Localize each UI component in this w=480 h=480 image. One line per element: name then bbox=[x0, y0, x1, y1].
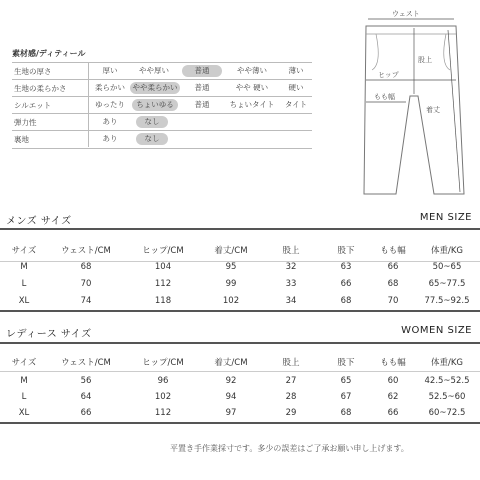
men-table-cell: 70 bbox=[387, 296, 399, 306]
men-table-cell: 102 bbox=[222, 296, 240, 306]
women-header-cell: もも幅 bbox=[380, 358, 406, 368]
option: やや薄い bbox=[237, 66, 267, 75]
women-header-cell: 体重/KG bbox=[430, 358, 464, 368]
women-table-cell: 97 bbox=[225, 408, 237, 418]
women-size-title-jp: レディース サイズ bbox=[6, 329, 92, 340]
option-selected: やや柔らかい bbox=[130, 82, 180, 94]
women-table-cell: 64 bbox=[80, 392, 92, 402]
men-table-cell: 99 bbox=[225, 279, 237, 289]
women-size-title-en: WOMEN SIZE bbox=[401, 325, 472, 336]
material-row-softness bbox=[12, 79, 312, 97]
men-table-cell: M bbox=[20, 262, 28, 272]
option-selected: なし bbox=[136, 116, 168, 128]
men-header-cell: 股下 bbox=[337, 246, 355, 256]
men-size-title-jp: メンズ サイズ bbox=[6, 216, 72, 227]
women-table-cell: 92 bbox=[225, 376, 237, 386]
option: ちょいタイト bbox=[229, 100, 275, 109]
material-row-elasticity bbox=[12, 113, 312, 131]
women-table-top-rule bbox=[0, 342, 480, 344]
women-table-cell: 68 bbox=[340, 408, 352, 418]
material-row-label: シルエット bbox=[14, 101, 52, 110]
hip-label: ヒップ bbox=[378, 71, 399, 79]
men-table-cell: 70 bbox=[80, 279, 92, 289]
material-row-silhouette bbox=[12, 96, 312, 114]
men-table-cell: 66 bbox=[340, 279, 352, 289]
option: やや 硬い bbox=[235, 83, 269, 92]
option-selected: なし bbox=[136, 133, 168, 145]
men-table-cell: 112 bbox=[154, 279, 172, 289]
women-table-bottom-rule bbox=[0, 422, 480, 424]
women-table-cell: 28 bbox=[285, 392, 297, 402]
material-section-title: 素材感/ディティール bbox=[12, 49, 86, 58]
women-table-cell: 112 bbox=[154, 408, 172, 418]
men-header-cell: ヒップ/CM bbox=[142, 246, 184, 256]
men-table-cell: 118 bbox=[154, 296, 172, 306]
men-table-cell: 68 bbox=[387, 279, 399, 289]
women-table-cell: 60 bbox=[387, 376, 399, 386]
men-table-cell: 68 bbox=[80, 262, 92, 272]
women-header-cell: 股下 bbox=[337, 358, 355, 368]
option-selected: 普通 bbox=[182, 65, 222, 77]
material-row-lining bbox=[12, 130, 312, 149]
men-header-cell: 着丈/CM bbox=[214, 246, 248, 256]
option: 厚い bbox=[102, 66, 118, 75]
option: 硬い bbox=[288, 83, 304, 92]
option: 普通 bbox=[194, 83, 210, 92]
women-table-cell: XL bbox=[18, 408, 30, 418]
men-table-cell: 74 bbox=[80, 296, 92, 306]
option: やや厚い bbox=[139, 66, 169, 75]
men-header-cell: 股上 bbox=[282, 246, 300, 256]
option: あり bbox=[102, 134, 118, 143]
pocket-line bbox=[444, 34, 450, 70]
waist-label: ウェスト bbox=[392, 10, 420, 18]
women-table-cell: 65 bbox=[340, 376, 352, 386]
men-table-cell: 68 bbox=[340, 296, 352, 306]
women-header-cell: 股上 bbox=[282, 358, 300, 368]
women-table-cell: 96 bbox=[157, 376, 169, 386]
men-table-cell: 95 bbox=[225, 262, 237, 272]
women-table-cell: 62 bbox=[387, 392, 399, 402]
material-row-label: 裏地 bbox=[14, 135, 29, 144]
men-table-cell: 50~65 bbox=[432, 262, 462, 272]
option: 柔らかい bbox=[95, 83, 125, 92]
material-divider bbox=[88, 62, 89, 147]
measurement-footnote: 平置き手作業採寸です。多少の誤差はご了承お願い申し上げます。 bbox=[170, 444, 409, 453]
women-header-cell: ヒップ/CM bbox=[142, 358, 184, 368]
women-header-rule bbox=[0, 371, 480, 372]
women-table-cell: 29 bbox=[285, 408, 297, 418]
women-table-cell: 66 bbox=[80, 408, 92, 418]
option-selected: ちょいゆる bbox=[132, 99, 178, 111]
women-table-cell: M bbox=[20, 376, 28, 386]
material-row-label: 生地の柔らかさ bbox=[14, 84, 67, 93]
pants-measurement-diagram bbox=[352, 4, 478, 204]
men-table-cell: 66 bbox=[387, 262, 399, 272]
length-label: 着丈 bbox=[426, 106, 440, 114]
material-row-label: 弾力性 bbox=[14, 118, 37, 127]
women-table-cell: 94 bbox=[225, 392, 237, 402]
men-header-cell: ウェスト/CM bbox=[61, 246, 111, 256]
men-size-title-en: MEN SIZE bbox=[419, 212, 472, 223]
men-table-cell: 65~77.5 bbox=[428, 279, 466, 289]
men-table-bottom-rule bbox=[0, 310, 480, 312]
men-table-cell: 63 bbox=[340, 262, 352, 272]
women-header-cell: 着丈/CM bbox=[214, 358, 248, 368]
men-table-cell: 104 bbox=[154, 262, 172, 272]
material-row-thickness bbox=[12, 62, 312, 80]
men-table-cell: 32 bbox=[285, 262, 297, 272]
men-header-cell: サイズ bbox=[11, 246, 37, 256]
option: ゆったり bbox=[95, 100, 125, 109]
men-table-cell: L bbox=[21, 279, 27, 289]
men-table-cell: XL bbox=[18, 296, 30, 306]
men-header-cell: もも幅 bbox=[380, 246, 406, 256]
women-header-cell: サイズ bbox=[11, 358, 37, 368]
women-table-cell: 60~72.5 bbox=[428, 408, 466, 418]
thigh-label: もも幅 bbox=[374, 93, 395, 101]
women-table-cell: L bbox=[21, 392, 27, 402]
women-table-cell: 27 bbox=[285, 376, 297, 386]
men-table-cell: 34 bbox=[285, 296, 297, 306]
material-row-label: 生地の厚さ bbox=[14, 67, 52, 76]
women-table-cell: 67 bbox=[340, 392, 352, 402]
men-header-rule bbox=[0, 261, 480, 262]
option: 普通 bbox=[194, 100, 210, 109]
women-table-cell: 56 bbox=[80, 376, 92, 386]
women-table-cell: 42.5~52.5 bbox=[424, 376, 470, 386]
option: タイト bbox=[284, 100, 308, 109]
women-table-cell: 52.5~60 bbox=[428, 392, 466, 402]
pocket-line bbox=[372, 34, 378, 70]
women-table-cell: 66 bbox=[387, 408, 399, 418]
men-table-cell: 77.5~92.5 bbox=[424, 296, 470, 306]
men-header-cell: 体重/KG bbox=[430, 246, 464, 256]
option: 薄い bbox=[288, 66, 304, 75]
option: あり bbox=[102, 117, 118, 126]
men-table-top-rule bbox=[0, 228, 480, 230]
women-header-cell: ウェスト/CM bbox=[61, 358, 111, 368]
men-table-cell: 33 bbox=[285, 279, 297, 289]
length-measure-line bbox=[448, 30, 460, 192]
women-table-cell: 102 bbox=[154, 392, 172, 402]
rise-label: 股上 bbox=[418, 56, 432, 64]
